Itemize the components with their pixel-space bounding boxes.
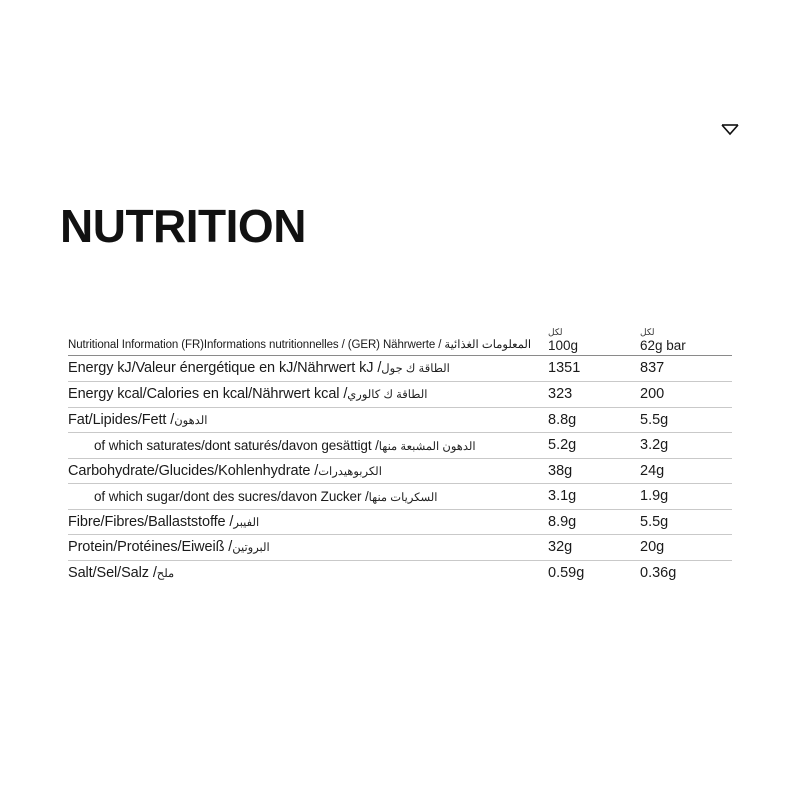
table-row-label-ar: الكربوهيدرات xyxy=(318,465,382,478)
table-row-label-text: Protein/Protéines/Eiweiß / xyxy=(68,539,233,556)
table-row-label xyxy=(68,407,548,433)
table-row xyxy=(68,560,732,585)
page-title: NUTRITION xyxy=(60,200,306,252)
table-row-per-bar: 5.5g xyxy=(640,407,732,433)
table-row-label-text: Salt/Sel/Salz / xyxy=(68,564,157,581)
table-row-per-bar: 20g xyxy=(640,535,732,561)
table-row-label-ar: السكريات منها xyxy=(368,492,438,505)
table-row xyxy=(68,458,732,484)
table-row-per-100g: 38g xyxy=(548,458,640,484)
table-row xyxy=(68,535,732,561)
close-icon[interactable] xyxy=(718,118,742,142)
table-row-label-text: of which sugar/dont des sucres/davon Zucker / xyxy=(94,489,369,505)
table-header-per-100g xyxy=(548,326,640,356)
table-header-per-100g-ar: لكل xyxy=(548,327,563,337)
table-row-label xyxy=(68,458,548,484)
table-header-per-bar xyxy=(640,326,732,356)
table-row-label xyxy=(68,535,548,561)
table-row-label-text: Fibre/Fibres/Ballaststoffe / xyxy=(68,513,234,530)
table-row-label-text: Energy kcal/Calories en kcal/Nährwert kcal / xyxy=(68,385,348,402)
table-row-per-bar: 200 xyxy=(640,381,732,407)
table-row-per-100g: 3.1g xyxy=(548,484,640,510)
table-row-per-100g: 32g xyxy=(548,535,640,561)
table-row-label-ar: الدهون المشبعة منها xyxy=(378,441,476,454)
table-header-per-bar-ar: لكل xyxy=(640,327,655,337)
nutrition-table xyxy=(68,326,732,585)
table-row-per-bar: 5.5g xyxy=(640,509,732,535)
table-row-per-bar: 1.9g xyxy=(640,484,732,510)
table-row-label-ar: الطاقة ك جول xyxy=(381,363,450,376)
table-row-per-100g: 8.9g xyxy=(548,509,640,535)
table-header-per-100g-text: 100g xyxy=(548,337,579,353)
table-row-label-text: Carbohydrate/Glucides/Kohlenhydrate / xyxy=(68,462,319,479)
table-row xyxy=(68,407,732,433)
table-row-per-100g: 8.8g xyxy=(548,407,640,433)
table-row-label-ar: الدهون xyxy=(174,414,208,427)
table-row-per-100g: 0.59g xyxy=(548,564,585,581)
table-header-row xyxy=(68,326,732,356)
table-row-label xyxy=(68,560,548,585)
table-row-label-text: Fat/Lipides/Fett / xyxy=(68,411,175,428)
table-row-per-100g: 1351 xyxy=(548,356,640,382)
table-row-label-text: Energy kJ/Valeur énergétique en kJ/Nährwert kJ / xyxy=(68,360,382,377)
table-row-per-bar: 0.36g xyxy=(640,564,677,581)
table-row-label-text: of which saturates/dont saturés/davon gesättigt / xyxy=(94,438,379,454)
table-header-label-ar: المعلومات الغذائية xyxy=(444,338,532,351)
table-row-label xyxy=(68,356,548,382)
table-row-per-100g: 5.2g xyxy=(548,433,640,459)
table-row-label-ar: الطاقة ك كالوري xyxy=(347,388,428,401)
table-row xyxy=(68,381,732,407)
table-header-label-text: Nutritional Information (FR)Informations nutritionnelles / (GER) Nährwerte / xyxy=(68,338,442,351)
table-row-label xyxy=(68,484,548,510)
table-row-per-bar: 837 xyxy=(640,356,732,382)
table-row xyxy=(68,484,732,510)
table-row xyxy=(68,356,732,382)
table-row-per-bar: 24g xyxy=(640,458,732,484)
table-body xyxy=(68,356,732,586)
table-row-label xyxy=(68,509,548,535)
table-header-per-bar-text: 62g bar xyxy=(640,337,686,353)
table-row-per-100g: 323 xyxy=(548,381,640,407)
table-row-label xyxy=(68,381,548,407)
table-row-label-ar: الفيبر xyxy=(233,516,260,529)
table-row-label xyxy=(68,433,548,459)
table-row xyxy=(68,433,732,459)
table-row-label-ar: ملح xyxy=(156,567,175,580)
table-header-label xyxy=(68,326,548,356)
table-row xyxy=(68,509,732,535)
table-row-per-bar: 3.2g xyxy=(640,433,732,459)
table-row-label-ar: البروتين xyxy=(232,542,270,555)
